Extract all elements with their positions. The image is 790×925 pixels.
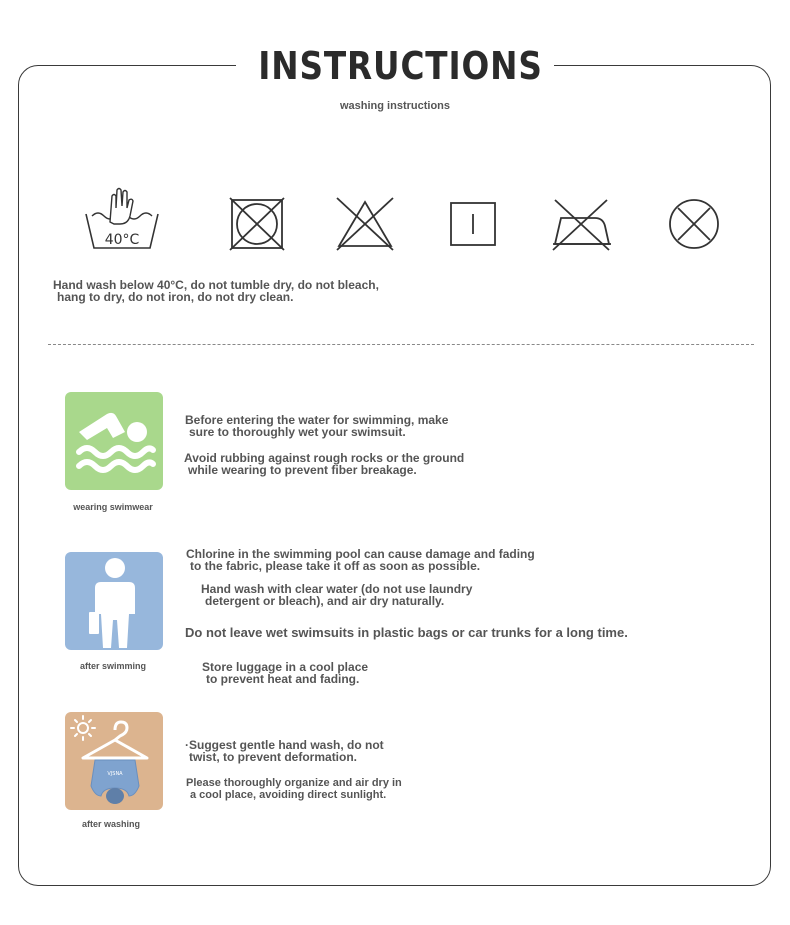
after-washing-tip-2-line-2: a cool place, avoiding direct sunlight. <box>190 789 387 801</box>
swimsuit-brand-mark: VJSNA <box>107 771 123 777</box>
wearing-tip-1-line-2: sure to thoroughly wet your swimsuit. <box>189 425 406 439</box>
after-swimming-tip-4-line-2: to prevent heat and fading. <box>206 672 360 686</box>
after-washing-tile <box>65 712 163 810</box>
after-swimming-tip-2-line-1: Hand wash with clear water (do not use laundry <box>201 582 473 596</box>
wearing-tip-2 <box>184 452 464 476</box>
after-washing-label: after washing <box>81 819 140 829</box>
after-swimming-tip-2-line-2: detergent or bleach), and air dry naturally. <box>205 594 445 608</box>
wearing-tip-2-line-1: Avoid rubbing against rough rocks or the ground <box>184 451 465 465</box>
care-summary-line-1: Hand wash below 40°C, do not tumble dry, do not bleach, <box>53 278 379 292</box>
no-iron-icon <box>549 196 613 252</box>
hang-dry-icon <box>449 201 497 247</box>
page-title: INSTRUCTIONS <box>258 44 543 88</box>
after-swimming-tip-3: Do not leave wet swimsuits in plastic bags or car trunks for a long time. <box>185 625 628 640</box>
wearing-swimwear-tile <box>65 392 163 490</box>
temperature-label: 40°C <box>104 232 140 248</box>
person-with-bag-icon <box>65 552 163 650</box>
wearing-swimwear-label: wearing swimwear <box>73 502 153 512</box>
after-swimming-tip-4-line-1: Store luggage in a cool place <box>202 660 369 674</box>
dashed-divider <box>48 344 754 345</box>
hand-wash-icon <box>82 186 162 252</box>
after-swimming-tip-4 <box>202 661 368 685</box>
swimmer-icon <box>65 392 163 490</box>
after-swimming-tip-1-line-2: to the fabric, please take it off as soon as possible. <box>190 559 481 573</box>
no-dry-clean-icon <box>665 196 723 252</box>
after-swimming-tip-1-line-1: Chlorine in the swimming pool can cause damage and fading <box>186 547 535 561</box>
no-tumble-dry-icon <box>228 196 286 252</box>
section-subtitle: washing instructions <box>339 100 450 112</box>
no-bleach-icon <box>335 196 395 252</box>
care-summary-line-2: hang to dry, do not iron, do not dry clean. <box>57 290 294 304</box>
after-swimming-tip-1 <box>186 548 535 572</box>
after-swimming-tile <box>65 552 163 650</box>
after-swimming-tip-2 <box>201 583 472 607</box>
wearing-tip-1 <box>185 414 448 438</box>
wearing-tip-2-line-2: while wearing to prevent fiber breakage. <box>188 463 417 477</box>
after-swimming-label: after swimming <box>79 661 146 671</box>
after-washing-tip-1-line-2: twist, to prevent deformation. <box>189 750 358 764</box>
after-washing-tip-2-line-1: Please thoroughly organize and air dry in <box>186 777 402 789</box>
hanger-sun-icon <box>65 712 163 810</box>
after-washing-tip-2 <box>186 777 402 801</box>
after-washing-tip-1-line-1: ·Suggest gentle hand wash, do not <box>185 738 384 752</box>
wearing-tip-1-line-1: Before entering the water for swimming, make <box>185 413 449 427</box>
after-washing-tip-1 <box>185 739 384 763</box>
care-summary <box>53 279 379 303</box>
